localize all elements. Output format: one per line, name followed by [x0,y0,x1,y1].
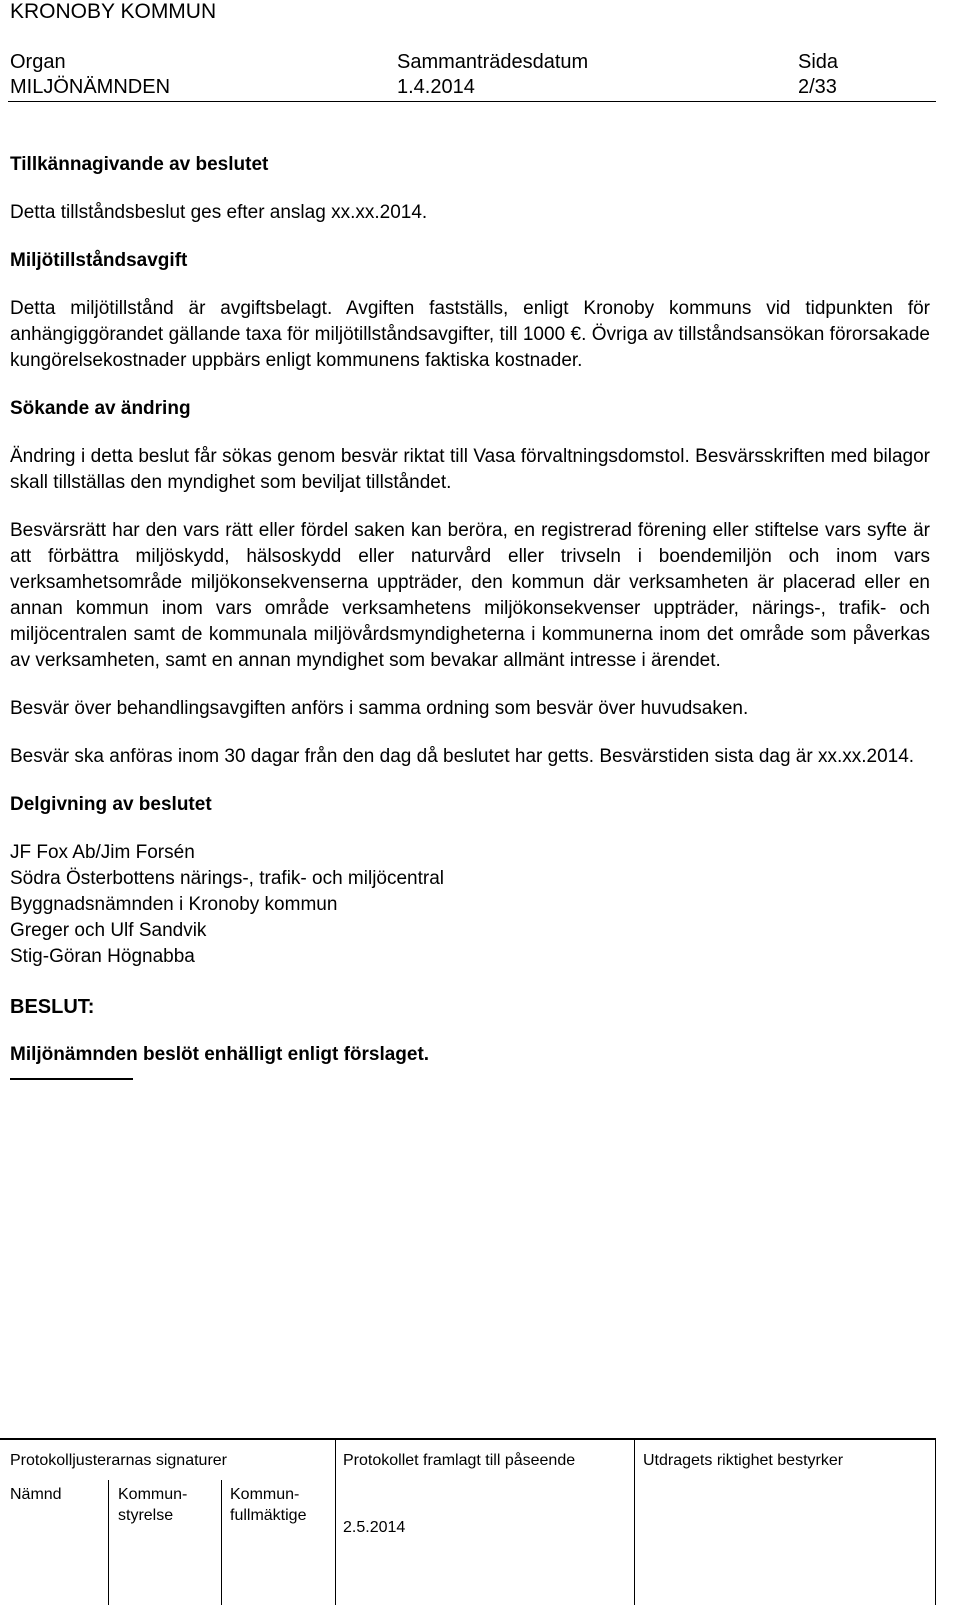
organ-label: Organ [10,51,66,73]
list-item: Byggnadsnämnden i Kronoby kommun [10,894,338,915]
footer-divider [0,1438,936,1440]
kommunfullmaktige-label-line1: Kommun- [230,1486,300,1503]
paragraph-sokande-1: Ändring i detta beslut får sökas genom besvär riktat till Vasa förvaltningsdomstol. Besvärsskriften med bilagor skall tillställas den myndighet som beviljat tillståndet. [10,446,930,493]
framlagt-label: Protokollet framlagt till påseende [343,1452,576,1469]
list-item: JF Fox Ab/Jim Forsén [10,842,195,863]
footer-column-divider [335,1438,336,1605]
framlagt-date: 2.5.2014 [343,1519,406,1536]
paragraph-tillkannagivande: Detta tillståndsbeslut ges efter anslag xx.xx.2014. [10,202,428,223]
organ-value: MILJÖNÄMNDEN [10,76,171,98]
footer-subcolumn-divider [108,1480,109,1605]
decision-text: Miljönämnden beslöt enhälligt enligt förslaget. [10,1044,430,1065]
list-item: Greger och Ulf Sandvik [10,920,207,941]
page-label: Sida [798,51,839,73]
meeting-date-value: 1.4.2014 [397,76,475,98]
footer-column-divider [935,1438,936,1605]
riktighet-label: Utdragets riktighet bestyrker [643,1452,844,1469]
paragraph-miljotillstandsavgift: Detta miljötillstånd är avgiftsbelagt. Avgiften fastställs, enligt Kronoby kommuns vid tidpunkten för anhängiggörandet gällande taxa för miljötillståndsavgifter, till 1000 €. Övriga av tillståndsansökan förorsakade kungörelsekostnader uppbärs enligt kommunens faktiska kostnader. [10,298,930,371]
footer-column-divider [634,1438,635,1605]
kommunfullmaktige-label-line2: fullmäktige [230,1507,307,1524]
heading-delgivning: Delgivning av beslutet [10,794,212,815]
namnd-label: Nämnd [10,1486,62,1503]
end-rule [10,1078,133,1080]
header-divider [8,101,936,102]
heading-sokande-av-andring: Sökande av ändring [10,398,191,419]
paragraph-sokande-2: Besvärsrätt har den vars rätt eller fördel saken kan beröra, en registrerad förening eller stiftelse vars syfte är att förbättra miljöskydd, hälsoskydd eller naturvård eller trivseln i boendemiljön och inom vars verksamhetsområde miljökonsekvenserna uppträder, den kommun där verksamheten är placerad eller en annan kommun inom vars område verksamhetens miljökonsekvenser uppträder, närings-, trafik- och miljöcentralen samt de kommunala miljövårdsmyndigheterna i kommunerna inom det område som påverkas av verksamheten, samt en annan myndighet som bevakar allmänt intresse i ärendet. [10,520,930,671]
list-item: Stig-Göran Högnabba [10,946,195,967]
page-number: 2/33 [798,76,837,98]
meeting-date-label: Sammanträdesdatum [397,51,589,73]
signatures-label: Protokolljusterarnas signaturer [10,1452,227,1469]
heading-miljotillstandsavgift: Miljötillståndsavgift [10,250,188,271]
kommunstyrelse-label-line1: Kommun- [118,1486,188,1503]
footer-subcolumn-divider [221,1480,222,1605]
kommunstyrelse-label-line2: styrelse [118,1507,174,1524]
recipient-list [10,840,930,970]
paragraph-sokande-4: Besvär ska anföras inom 30 dagar från den dag då beslutet har getts. Besvärstiden sista dag är xx.xx.2014. [10,746,915,767]
paragraph-sokande-3: Besvär över behandlingsavgiften anförs i samma ordning som besvär över huvudsaken. [10,698,749,719]
heading-tillkannagivande: Tillkännagivande av beslutet [10,154,269,175]
municipality-name: KRONOBY KOMMUN [10,0,217,23]
list-item: Södra Österbottens närings-, trafik- och miljöcentral [10,868,445,889]
heading-beslut: BESLUT: [10,996,95,1018]
document-body [10,152,930,1080]
